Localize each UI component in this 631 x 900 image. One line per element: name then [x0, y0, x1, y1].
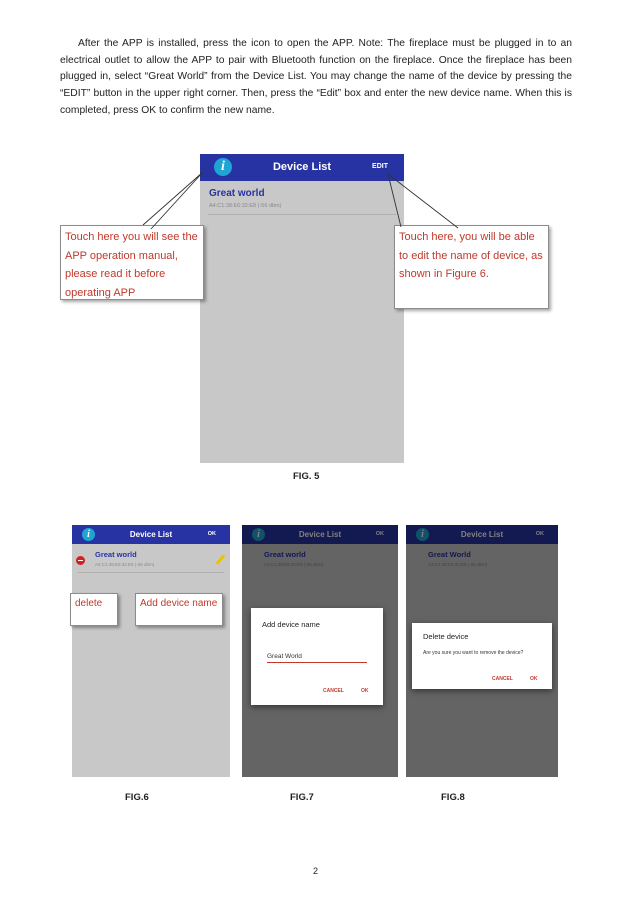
fig6-ok-button[interactable]: OK [207, 531, 216, 537]
fig7-caption: FIG.7 [290, 792, 314, 803]
page-number: 2 [312, 866, 318, 876]
fig5-app-title: Device List [272, 161, 332, 173]
fig6-callout-add-name: Add device name [135, 593, 223, 626]
fig6-device-name[interactable]: Great world [95, 550, 137, 559]
fig8-dialog [412, 623, 552, 689]
fig5-device-address: A4:C1:38:E6:32:E8 (-56 dbm) [209, 203, 282, 209]
fig5-edit-button[interactable]: EDIT [372, 163, 388, 170]
fig7-cancel-button[interactable]: CANCEL [323, 688, 344, 694]
fig6-app-bar [72, 525, 230, 544]
fig5-callout-edit: Touch here, you will be able to edit the name of device, as shown in Figure 6. [394, 225, 549, 309]
fig7-dialog [251, 608, 383, 705]
fig6-row-divider [78, 572, 224, 573]
fig8-cancel-button[interactable]: CANCEL [492, 676, 513, 682]
fig7-dialog-title: Add device name [262, 620, 320, 629]
fig6-app-title: Device List [129, 530, 173, 539]
fig5-callout-manual: Touch here you will see the APP operation manual, please read it before operating APP [60, 225, 204, 300]
fig7-ok-dialog-button[interactable]: OK [361, 688, 369, 694]
delete-icon[interactable] [76, 556, 85, 565]
intro-paragraph: After the APP is installed, press the icon to open the APP. Note: The fireplace must be plugged in to an electrical outlet to allow the APP to pair with Bluetooth function on the fireplace. Once the fireplace has been plugged in, select “Great World” from the Device List. You may change the name of the device by pressing the “EDIT” button in the upper right corner. Then, press the “Edit” box and enter the new device name. When this is completed, press OK to confirm the new name. [60, 38, 572, 116]
fig8-caption: FIG.8 [441, 792, 465, 803]
pencil-icon[interactable] [216, 554, 225, 564]
fig8-dialog-title: Delete device [423, 632, 469, 641]
fig6-device-address: A4:C1:38:E6:32:E8 (-56 dbm) [95, 562, 155, 567]
fig7-screen [242, 525, 398, 777]
info-icon[interactable]: i [82, 528, 95, 541]
fig8-screen [406, 525, 558, 777]
fig6-callout-delete: delete [70, 593, 118, 626]
fig7-name-input[interactable]: Great World [267, 653, 367, 663]
fig6-caption: FIG.6 [125, 792, 149, 803]
fig5-device-name[interactable]: Great world [209, 188, 265, 199]
fig6-screen [72, 525, 230, 777]
fig8-dialog-message: Are you sure you want to remove the device? [423, 650, 524, 656]
fig5-caption: FIG. 5 [293, 471, 320, 482]
info-icon[interactable]: i [214, 158, 232, 176]
fig8-ok-dialog-button[interactable]: OK [530, 676, 538, 682]
